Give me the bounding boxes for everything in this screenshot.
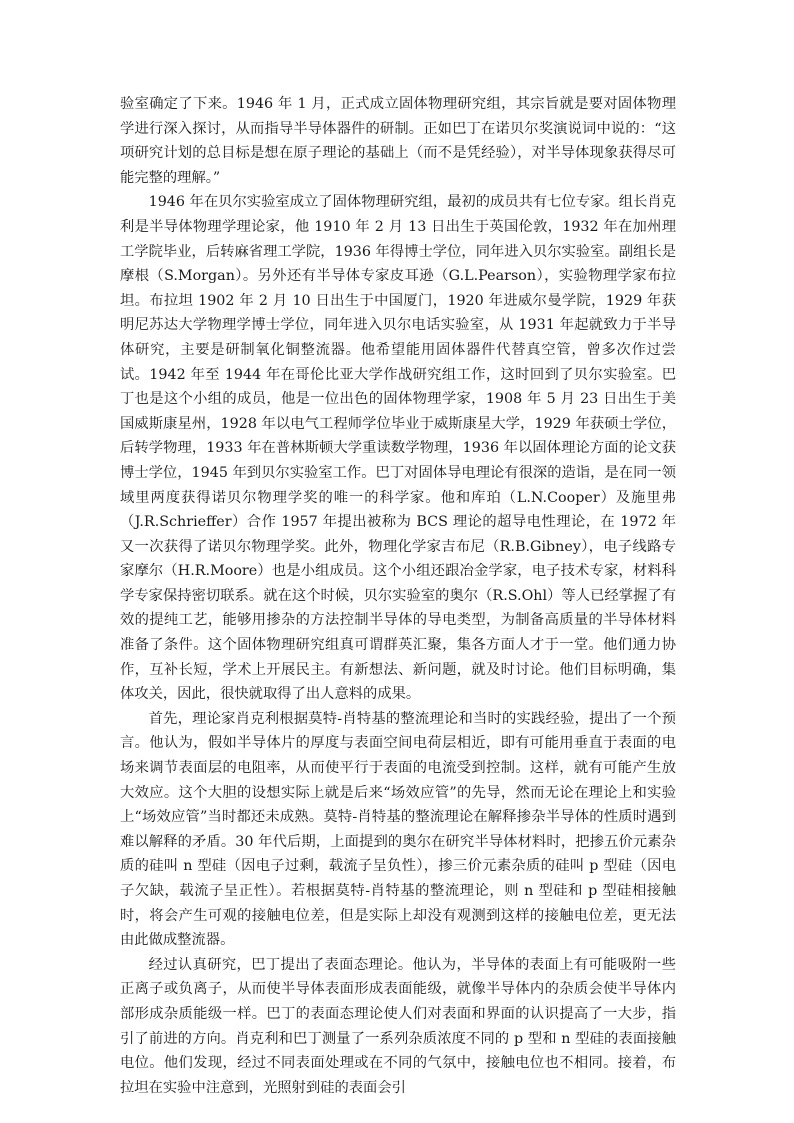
paragraph-surface-state-theory: 经过认真研究，巴丁提出了表面态理论。他认为，半导体的表面上有可能吸附一些正离子或负离子，从而使半导体表面形成表面能级，就像半导体内的杂质会使半导体内部形成杂质能级一样。巴丁的表面态理论使人们对表面和界面的认识提高了一大步，指引了前进的方向。肖克利和巴丁测量了一系列杂质浓度不同的 p 型和 n 型硅的表面接触电位。他们发现，经过不同表面处理或在不同的气氛中，接触电位也不相同。接着，布拉坦在实验中注意到，光照射到硅的表面会引 [120,956,676,1096]
paragraph-shockley-prediction: 首先，理论家肖克利根据莫特-肖特基的整流理论和当时的实践经验，提出了一个预言。他认为，假如半导体片的厚度与表面空间电荷层相近，即有可能用垂直于表面的电场来调节表面层的电阻率，从而使平行于表面的电流受到控制。这样，就有可能产生放大效应。这个大胆的设想实际上就是后来“场效应管”的先导，然而无论在理论上和实验上“场效应管”当时都还未成熟。莫特-肖特基的整流理论在解释掺杂半导体的性质时遇到难以解释的矛盾。30 年代后期，上面提到的奥尔在研究半导体材料时，把掺五价元素杂质的硅叫 n 型硅（因电子过剩，载流子呈负性），掺三价元素杂质的硅叫 p 型硅（因电子欠缺，载流子呈正性）。若根据莫特-肖特基的整流理论，则 n 型硅和 p 型硅相接触时，将会产生可观的接触电位差，但是实际上却没有观测到这样的接触电位差，更无法由此做成整流器。 [120,710,676,949]
paragraph-research-group: 1946 年在贝尔实验室成立了固体物理研究组，最初的成员共有七位专家。组长肖克利是半导体物理学理论家，他 1910 年 2 月 13 日出生于英国伦敦，1932 年在加州理工学院毕业，后转麻省理工学院，1936 年得博士学位，同年进入贝尔实验室。副组长是摩根（S.Morgan）。另外还有半导体专家皮耳逊（G.L.Pearson），实验物理学家布拉坦。布拉坦 1902 年 2 月 10 日出生于中国厦门，1920 年进威尔曼学院，1929 年获明尼苏达大学物理学博士学位，同年进入贝尔电话实验室，从 1931 年起就致力于半导体研究，主要是研制氧化铜整流器。他希望能用固体器件代替真空管，曾多次作过尝试。1942 年至 1944 年在哥伦比亚大学作战研究组工作，这时回到了贝尔实验室。巴丁也是这个小组的成员，他是一位出色的固体物理学家，1908 年 5 月 23 日出生于美国威斯康星州，1928 年以电气工程师学位毕业于威斯康星大学，1929 年获硕士学位，后转学物理，1933 年在普林斯顿大学重读数学物理，1936 年以固体理论方面的论文获博士学位，1945 年到贝尔实验室工作。巴丁对固体导电理论有很深的造诣，是在同一领域里两度获得诺贝尔物理学奖的唯一的科学家。他和库珀（L.N.Cooper）及施里弗（J.R.Schrieffer）合作 1957 年提出被称为 BCS 理论的超导电性理论，在 1972 年又一次获得了诺贝尔物理学奖。此外，物理化学家吉布尼（R.B.Gibney），电子线路专家摩尔（H.R.Moore）也是小组成员。这个小组还跟冶金学家，电子技术专家，材料科学专家保持密切联系。就在这个时候，贝尔实验室的奥尔（R.S.Ohl）等人已经掌握了有效的提纯工艺，能够用掺杂的方法控制半导体的导电类型，为制备高质量的半导体材料准备了条件。这个固体物理研究组真可谓群英汇聚，集各方面人才于一堂。他们通力协作，互补长短，学术上开展民主。有新想法、新问题，就及时讨论。他们目标明确，集体攻关，因此，很快就取得了出人意料的成果。 [120,194,676,703]
document-page [120,92,676,1100]
paragraph-continuation: 验室确定了下来。1946 年 1 月，正式成立固体物理研究组，其宗旨就是要对固体物理学进行深入探讨，从而指导半导体器件的研制。正如巴丁在诺贝尔奖演说词中说的：“这项研究计划的总目标是想在原子理论的基础上（而不是凭经验），对半导体现象获得尽可能完整的理解。” [120,96,676,186]
